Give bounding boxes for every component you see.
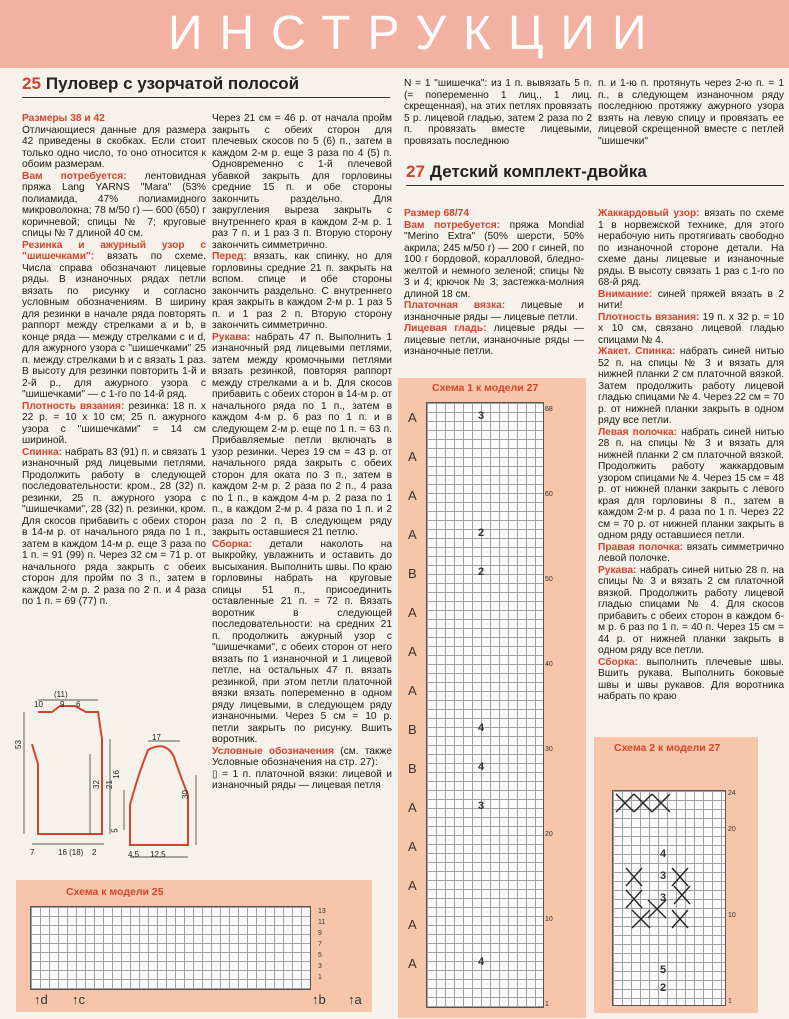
model25-heading (22, 74, 299, 94)
model25-col2-text: ▯ = 1 п. платочной вязки: лицевой и изнаночный ряды — лицевая петля (212, 768, 392, 791)
schema1-letter: A (408, 683, 417, 698)
schema1-letter: A (408, 917, 417, 932)
model25-title: Пуловер с узорчатой полосой (45, 74, 300, 93)
model25-col2-text: набрать 47 п. Выполнить 1 изнаночный ряд лицевыми петлями, затем между кромочными петлями вязать резинкой, повторяя раппорт между стрелками a и b. Для скосов прибавить с обеих сторон в 14-м р. от начального ряда по 1 п., затем в каждом 4-м р. 6 раз по 1 п. и в следующем 2-м р. еще по 1 п. = 63 п. Прибавляемые петли включать в узор резинки. Через 19 см = 43 р. от начального ряда закрыть с обеих сторон для оката по 3 п., затем в каждом 2-м р. 2 раза по 2 п., 4 раза по 1 п., в каждом 4-м р. 2 раза по 1 п., в каждом 2-м р. 4 раза по 1 п. и 2 раза по 2 п. В следующем ряду закрыть оставшиеся 21 петлю. (212, 331, 392, 538)
model27-col4-paragraph (598, 289, 784, 312)
model27-title: Детский комплект-двойка (429, 162, 647, 181)
model25-row-number: 1 (318, 974, 322, 981)
model27-col4-subheading: Правая полочка: (598, 541, 684, 553)
model25-col2-subheading: Сборка: (212, 538, 253, 550)
schema1-row-number: 30 (545, 746, 553, 753)
model25-col2-paragraph (212, 251, 392, 332)
model25-col2-subheading: Рукава: (212, 331, 251, 343)
model27-col4-text: набрать синей нитью 52 п. на спицы № 3 и вязать для нижней планки 2 см платочной вязкой. Затем продолжить работу лицевой гладью спицами № 4. Через 22 см = 70 р. от нижней планки закрыть в одном ряду все петли. (598, 346, 784, 426)
model27-col3-text: лицевые ряды — лицевые петли, изнаночные ряды — изнаночные петли. (404, 323, 584, 357)
schema1-row-number: 1 (545, 1001, 549, 1008)
schema2-row-number: 24 (728, 790, 736, 797)
model27-col4-text: 19 п. x 32 р. = 10 x 10 см, связано лицевой гладью спицами № 4. (598, 311, 784, 346)
schema2-color-number: 2 (660, 982, 667, 994)
model25-col2-paragraph (212, 769, 392, 792)
schema2-color-number: 3 (660, 892, 667, 904)
model27-col4-text: синей пряжей вязать в 2 нити! (598, 288, 784, 311)
schema1-letter: A (408, 527, 417, 542)
model25-col1-text: резинка: 18 п. x 22 р. = 10 x 10 см; 25 п. ажурного узора с "шишечками" = 14 см шириной. (22, 400, 206, 446)
model27-col4-subheading: Левая полочка: (598, 426, 678, 438)
dim-sleeve-h30: 30 (180, 790, 190, 799)
model27-col3-paragraph (404, 323, 584, 358)
model25-col1-paragraph (22, 125, 206, 171)
schema1-letter: B (408, 722, 417, 737)
model27-col3-paragraph (404, 208, 584, 220)
model25-col1-text: лентовидная пряжа Lang YARNS "Mara" (53% полиамида, 47% полиамидного микроволокна; 78 м/50 г) — 600 (650) г коричневой; спицы № 7; круговые спицы № 7 длиной 40 см. (22, 170, 206, 239)
model27-col3-paragraph (404, 300, 584, 323)
model25-pattern-title: Схема к модели 25 (66, 886, 164, 898)
dim-sleeve-h5: 5 (110, 828, 120, 833)
schema1-letter: A (408, 839, 417, 854)
model27-column-1 (404, 208, 584, 368)
model25-arrow-label: ↑d (34, 992, 48, 1007)
model25-col1-text: набрать 83 (91) п. и связать 1 изнаночный ряд лицевыми петлями. Продолжить работу в следующей последовательности: кром., 28 (32) п. резинки, 25 п. ажурного узора с "шишечками", 28 (32) п. резинки, кром. Для скосов прибавить с обеих сторон в 14-м р. от начального ряда по 1 п., затем в каждом 14-м р. еще 3 раза по 1 п. = 91 (99) п. Через 32 см = 71 р. от начального ряда закрыть с обеих сторон для пройм по 3 п., затем в каждом 2-м р. 2 раза по 2 п. и 4 раза по 1 п. = 69 (77) п. (22, 446, 206, 607)
model27-col4-paragraph (598, 427, 784, 542)
model27-col3-subheading: Вам потребуется: (404, 219, 501, 231)
model27-col4-text: вязать симметрично левой полочке. (598, 541, 784, 564)
schema1-color-number: 4 (478, 956, 485, 968)
dim-h53: 53 (13, 740, 23, 749)
model25-col2-text: детали наколоть на выкройку, увлажнить и оставить до высыхания. Выполнить швы. По краю горловины набрать на круговые спицы 51 п., присоединить оставленные 21 п. = 72 п. Вязать воротник в следующей последовательности: на средних 21 п. продолжить ажурный узор с "шишечками", с обеих сторон от него вязать по 1 изнаночной и 1 лицевой петле, на остальных 47 п. вязать резинкой, при этом петли платочной вязки вязать попеременно в одном ряду лицевыми, в следующем ряду изнаночными. Через 5 см = 10 р. петли закрыть по рисунку. Вшить воротник. (212, 538, 392, 745)
model25-col2-text: Через 21 см = 46 р. от начала пройм закрыть с обеих сторон для плечевых скосов по 5 (6) п., затем в каждом 2-м р. еще 3 раза по 4 (5) п. Одновременно с 1-й плечевой убавкой закрыть для горловины средние 15 п. и обе стороны закончить раздельно. Для закругления выреза закрыть с внутреннего края в каждом 2-м р. 1 раз 7 п. и 1 раз 3 п. Вторую сторону закончить симметрично. (212, 113, 392, 251)
model25-col1-paragraph (22, 113, 206, 125)
dim-h32: 32 (91, 780, 101, 789)
model27-rule (406, 185, 784, 186)
schema2-title: Схема 2 к модели 27 (614, 742, 721, 754)
model27-col4-paragraph (598, 657, 784, 703)
dim-six: 6 (76, 700, 81, 709)
dim-top-mid: (11) (54, 690, 68, 699)
model25-col1-paragraph (22, 171, 206, 240)
model25-col2-text: (см. также Условные обозначения на стр. 27): (212, 745, 392, 768)
model25-col1-subheading: Резинка и ажурный узор с "шишечками": (22, 239, 206, 262)
dim-bottom-mid: 16 (18) (58, 848, 84, 857)
model27-col4-text: набрать синей нитью 28 п. на спицы № 3 и вязать для нижней планки 2 см платочной вязкой. Продолжить работу жаккардовым узором спицами № 4. Через 15 см = 48 р. от нижней планки закрыть с левого края для горловины 8 п., затем в каждом 2-м р. 4 раза по 1 п. Через 22 см = 70 р. от нижней планки закрыть в одном ряду оставшиеся петли. (598, 426, 784, 541)
model27-col4-subheading: Сборка: (598, 656, 639, 668)
schema2-color-number: 4 (660, 848, 667, 860)
schema1-title: Схема 1 к модели 27 (432, 382, 539, 394)
banner-title: ИНСТРУКЦИИ (168, 7, 664, 60)
dim-sleeve-b125: 12,5 (150, 850, 166, 859)
model27-col4-paragraph (598, 208, 784, 289)
model25-col1-subheading: Спинка: (22, 446, 63, 458)
schema1-letter: B (408, 761, 417, 776)
dim-top: 10 (34, 700, 43, 709)
model27-col4-paragraph (598, 346, 784, 427)
model25-col1-text: вязать по схеме. Числа справа обозначают лицевые ряды. В изнаночных рядах петли вязать по рисунку и согласно условным обозначениям. В ширину для резинки в начале ряда повторять раппорт между стрелками a и b, в конце ряда — между стрелками c и d, для ажурного узора с "шишечками" 25 п. между стрелками b и c вязать 1 раз. В высоту для резинки повторить 1-й и 2-й р., для ажурного узора с "шишечками" — с 1-го по 14-й ряд. (22, 251, 206, 400)
schema1-grid (426, 402, 544, 1008)
model27-column-2 (598, 208, 784, 738)
model25-row-number: 3 (318, 963, 322, 970)
model27-heading (406, 162, 647, 182)
model25-col2-paragraph (212, 539, 392, 746)
schema2-cross-marks (612, 790, 724, 1004)
schema1-row-number: 50 (545, 576, 553, 583)
dim-sleeve-b45: 4,5 (128, 850, 140, 859)
model27-col3-text: пряжа Mondial "Merino Extra" (50% шерсти, 50% акрила; 245 м/50 г) — 200 г синей, по 100 г бордовой, коралловой, бледно-желтой и немного зеленой; спицы № 3 и 4; крючок № 3; застежка-молния длиной 18 см. (404, 219, 584, 300)
schema2-color-number: 5 (660, 964, 667, 976)
model27-col4-paragraph (598, 542, 784, 565)
model25-row-number: 11 (318, 919, 326, 926)
schema1-row-number: 60 (545, 491, 553, 498)
model25-col2-subheading: Перед: (212, 251, 247, 262)
schema1-letter: A (408, 800, 417, 815)
model25-row-number: 5 (318, 952, 322, 959)
model25-col2-text: вязать, как спинку, но для горловины средние 21 п. закрыть на вспом. спице и обе стороны закончить раздельно. С внутреннего края закрыть в каждом 2-м р. 1 раз 5 п. и 1 раз 2 п. Вторую сторону закончить симметрично. (212, 251, 392, 331)
schema1-row-number: 68 (545, 406, 553, 413)
model25-col1-text: Отличающиеся данные для размера 42 приведены в скобках. Если стоит только одно число, то оно относится к обоим размерам. (22, 124, 206, 170)
schema1-color-number: 2 (478, 527, 485, 539)
model27-col4-paragraph (598, 565, 784, 657)
schema1-color-number: 4 (478, 722, 485, 734)
schema1-color-number: 3 (478, 410, 485, 422)
schema1-letter: A (408, 410, 417, 425)
model25-col1-subheading: Плотность вязания: (22, 400, 125, 412)
schema1-letter: A (408, 956, 417, 971)
model25-col2-paragraph (212, 113, 392, 251)
continuation-text-1: N = 1 "шишечка": из 1 п. вывязать 5 п. (= попеременно 1 лиц., 1 лиц. скрещенная), на этих петлях провязать 5 р. лицевой гладью, затем 2 раза по 2 п. провязать вместе лицевыми, провязать последнюю (404, 78, 592, 147)
model25-column-2 (212, 113, 392, 903)
dim-bottom-left: 7 (30, 848, 35, 857)
schema1-letter: A (408, 605, 417, 620)
schema1-color-number: 2 (478, 566, 485, 578)
header-banner (0, 0, 789, 68)
continuation-text-2: п. и 1-ю п. протянуть через 2-ю п. = 1 п., в следующем изнаночном ряду последнюю протяжку ажурного узора взять на левую спицу и провязать ее лицевой скрещенной вместе с петлей "шишечки" (598, 78, 784, 147)
model25-col1-paragraph (22, 447, 206, 608)
schema1-row-number: 40 (545, 661, 553, 668)
dim-sleeve-h16: 16 (111, 770, 121, 779)
model27-col4-paragraph (598, 312, 784, 347)
dim-h21: 21 (104, 780, 114, 789)
model25-arrow-label: ↑c (72, 992, 85, 1007)
model25-pattern-grid (30, 906, 311, 990)
model27-col4-subheading: Жаккардовый узор: (598, 208, 700, 219)
model25-column-1 (22, 113, 206, 693)
schema1-row-number: 10 (545, 916, 553, 923)
model27-col3-subheading: Лицевая гладь: (404, 323, 487, 334)
model25-col1-subheading: Вам потребуется: (22, 170, 127, 182)
model27-col4-subheading: Жакет. Спинка: (598, 346, 676, 357)
model25-row-number: 13 (318, 908, 326, 915)
model25-row-number: 7 (318, 941, 322, 948)
model27-col4-text: набрать синей нитью 28 п. на спицы № 3 и вязать 2 см платочной вязкой. Продолжить работу лицевой гладью спицами № 4. Для скосов прибавить с обеих сторон в каждом 6-м р. 6 раз по 1 п. = 40 п. Через 15 см = 44 р. от нижней планки закрыть в одном ряду все петли. (598, 564, 784, 656)
schema1-color-number: 4 (478, 761, 485, 773)
model27-col3-subheading: Размер 68/74 (404, 208, 470, 219)
schema1-row-number: 20 (545, 831, 553, 838)
model25-rule (22, 97, 390, 98)
schema1-color-number: 3 (478, 800, 485, 812)
model27-col3-text: лицевые и изнаночные ряды — лицевые петли. (404, 300, 584, 323)
model25-arrow-label: ↑a (348, 992, 362, 1007)
model25-col1-paragraph (22, 401, 206, 447)
model27-col4-subheading: Внимание: (598, 288, 653, 300)
schema1-letter: A (408, 488, 417, 503)
model27-col4-subheading: Плотность вязания: (598, 311, 700, 323)
model25-col2-paragraph (212, 746, 392, 769)
model27-col4-text: вязать по схеме 1 в норвежской технике, для этого нерабочую нить протягивать свободно по изнаночной стороне детали. На схеме даны лицевые и изнаночные ряды. В высоту связать 1 раз с 1-го по 68-й ряд. (598, 208, 784, 288)
dim-sleeve-w17: 17 (152, 733, 161, 742)
schema2-row-number: 1 (728, 998, 732, 1005)
dim-nine: 9 (60, 700, 65, 709)
model25-arrow-label: ↑b (312, 992, 326, 1007)
schema2-color-number: 3 (660, 870, 667, 882)
model27-col3-paragraph (404, 220, 584, 301)
model25-col2-subheading: Условные обозначения (212, 745, 335, 757)
schema2-row-number: 20 (728, 826, 736, 833)
schema1-letter: A (408, 449, 417, 464)
model25-col2-paragraph (212, 332, 392, 539)
body-schematic (20, 694, 110, 854)
model27-number: 27 (406, 162, 425, 181)
schema1-letter: A (408, 644, 417, 659)
model27-col4-subheading: Рукава: (598, 564, 637, 576)
model25-col1-subheading: Размеры 38 и 42 (22, 113, 105, 124)
schema2-row-number: 10 (728, 912, 736, 919)
dim-bottom-right: 2 (92, 848, 97, 857)
schema1-letter: B (408, 566, 417, 581)
model25-row-number: 9 (318, 930, 322, 937)
model25-col1-paragraph (22, 240, 206, 401)
model27-col4-text: выполнить плечевые швы. Вшить рукава. Выполнить боковые швы и швы рукавов. Для воротника набрать по краю (598, 656, 784, 702)
sleeve-schematic (118, 735, 198, 865)
model25-number: 25 (22, 74, 41, 93)
model27-col3-subheading: Платочная вязка: (404, 300, 506, 311)
schema1-letter: A (408, 878, 417, 893)
